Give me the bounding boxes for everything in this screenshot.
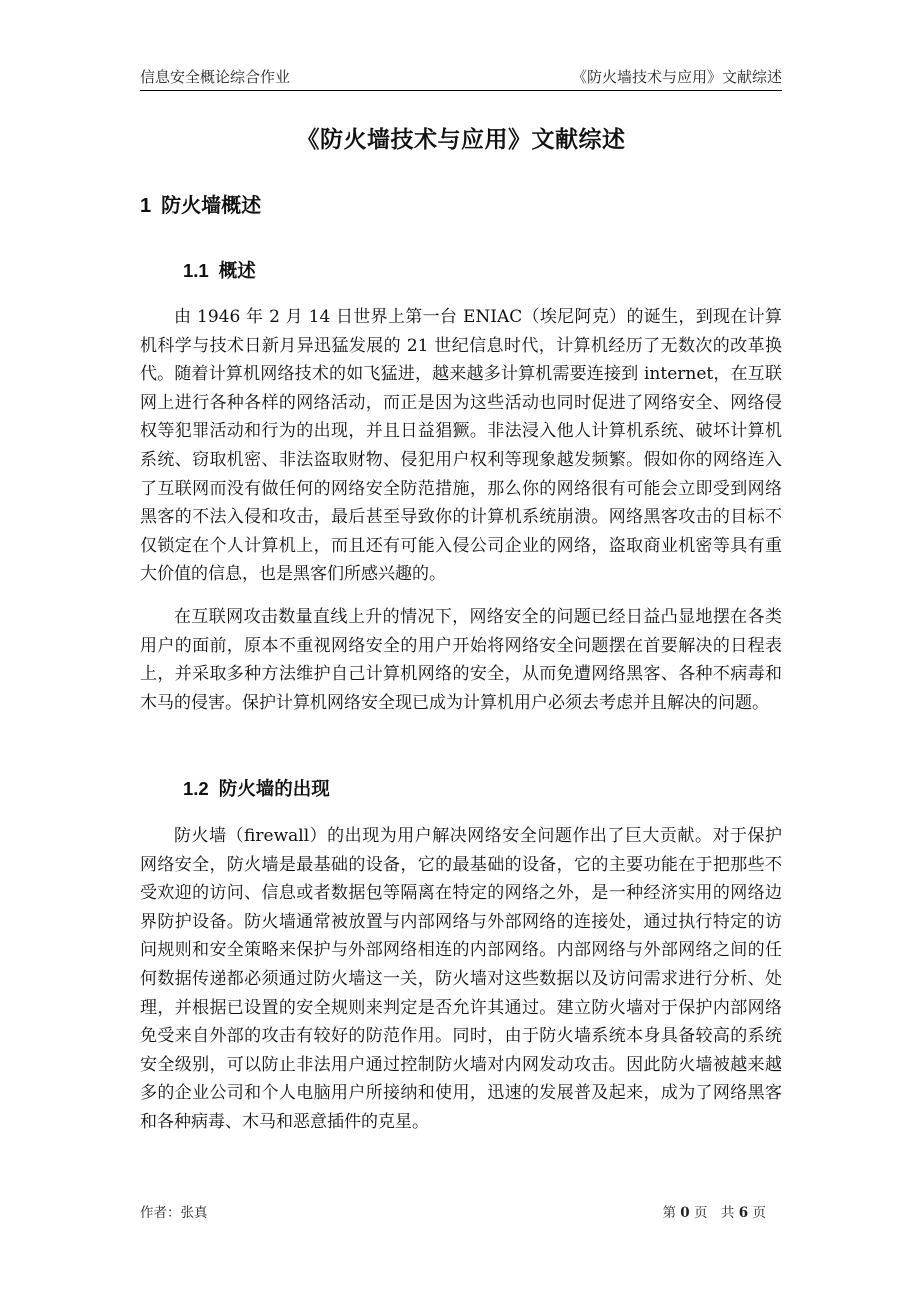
section-number: 1.2 [183,778,209,799]
body-paragraph: 在互联网攻击数量直线上升的情况下，网络安全的问题已经日益凸显地摆在各类用户的面前，原本不重视网络安全的用户开始将网络安全问题摆在首要解决的日程表上，并采取多种方法维护自己计算机网络的安全，从而免遭网络黑客、各种不病毒和木马的侵害。保护计算机网络安全现已成为计算机用户必须去考虑并且解决的问题。 [140,607,782,713]
section-1-1-heading [183,257,256,283]
document-title: 《防火墙技术与应用》文献综述 [296,126,626,153]
section-1-heading [140,189,261,218]
page-current: 0 [680,1205,690,1221]
page-total: 6 [738,1205,749,1221]
page-header [140,64,782,91]
footer-page-number [663,1201,767,1221]
section-number: 1.1 [183,260,209,281]
section-1-2-heading [183,775,330,801]
page-suffix: 页 [752,1205,766,1221]
body-paragraph: 由 1946 年 2 月 14 日世界上第一台 ENIAC（埃尼阿克）的诞生，到现在计算机科学与技术日新月异迅猛发展的 21 世纪信息时代，计算机经历了无数次的改革换代。随着计算机网络技术的如飞猛进，越来越多计算机需要连接到 internet，在互联网上进行各种各样的网络活动，而正是因为这些活动也同时促进了网络安全、网络侵权等犯罪活动和行为的出现，并且日益猖獗。非法浸入他人计算机系统、破坏计算机系统、窃取机密、非法盗取财物、侵犯用户权利等现象越发频繁。假如你的网络连入了互联网而没有做任何的网络安全防范措施，那么你的网络很有可能会立即受到网络黑客的不法入侵和攻击，最后甚至导致你的计算机系统崩溃。网络黑客攻击的目标不仅锁定在个人计算机上，而且还有可能入侵公司企业的网络，盗取商业机密等具有重大价值的信息，也是黑客们所感兴趣的。 [140,307,782,585]
page-prefix: 第 [662,1205,676,1221]
body-paragraph: 防火墙（firewall）的出现为用户解决网络安全问题作出了巨大贡献。对于保护网络安全，防火墙是最基础的设备，它的最基础的设备，它的主要功能在于把那些不受欢迎的访问、信息或者数据包等隔离在特定的网络之外，是一种经济实用的网络边界防护设备。防火墙通常被放置与内部网络与外部网络的连接处，通过执行特定的访问规则和安全策略来保护与外部网络相连的内部网络。内部网络与外部网络之间的任何数据传递都必须通过防火墙这一关，防火墙对这些数据以及访问需求进行分析、处理，并根据已设置的安全规则来判定是否允许其通过。建立防火墙对于保护内部网络免受来自外部的攻击有较好的防范作用。同时，由于防火墙系统本身具备较高的系统安全级别，可以防止非法用户通过控制防火墙对内网发动攻击。因此防火墙被越来越多的企业公司和个人电脑用户所接纳和使用，迅速的发展普及起来，成为了网络黑客和各种病毒、木马和恶意插件的克星。 [140,826,782,1132]
header-course-title: 信息安全概论综合作业 [140,68,291,86]
section-title: 防火墙概述 [161,193,262,217]
section-title: 防火墙的出现 [218,779,330,800]
footer-author: 作者：张真 [140,1205,208,1221]
section-number: 1 [140,195,152,217]
section-title: 概述 [218,261,256,282]
page-mid: 页 共 [694,1205,735,1221]
header-doc-title: 《防火墙技术与应用》文献综述 [571,68,782,86]
